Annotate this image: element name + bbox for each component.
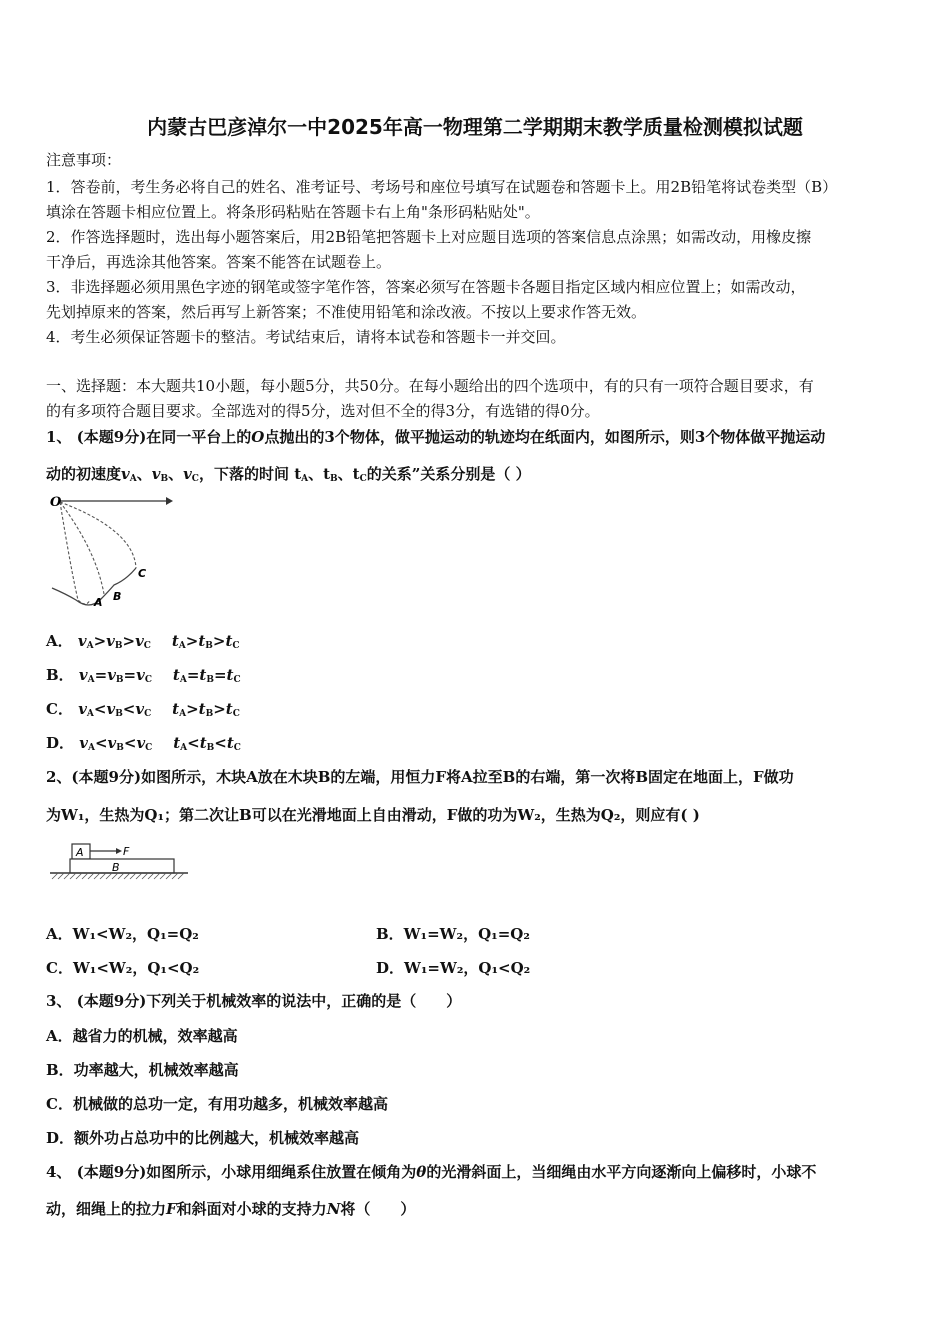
q1-option-d: D． $v_A<v_B<v_C$ $t_A<t_B<t_C$ [46, 734, 241, 753]
q3-option-b: B．功率越大，机械效率越高 [46, 1061, 239, 1079]
q2-label-f: F [123, 845, 130, 858]
q2-stem-line-1: 2、(本题9分)如图所示，木块A放在木块B的左端，用恒力F将A拉至B的右端，第一次将B固定在地面上，F做功 [46, 768, 794, 786]
q3-option-a: A．越省力的机械，效率越高 [46, 1027, 238, 1045]
q2-option-b: B．W₁=W₂，Q₁=Q₂ [376, 925, 530, 943]
q1-trajectory-figure [44, 490, 174, 615]
q1-stem-line-1: 1、 (本题9分)在同一平台上的O点抛出的3个物体，做平抛运动的轨迹均在纸面内，如图所示，则3个物体做平抛运动 [46, 428, 826, 446]
notice-line-4: 干净后，再选涂其他答案。答案不能答在试题卷上。 [46, 253, 392, 271]
notice-line-7: 4．考生必须保证答题卡的整洁。考试结束后，请将本试卷和答题卡一并交回。 [46, 328, 566, 346]
q2-option-d: D．W₁=W₂，Q₁<Q₂ [376, 959, 531, 977]
section-intro-1: 一、选择题：本大题共10小题，每小题5分，共50分。在每小题给出的四个选项中，有的只有一项符合题目要求，有 [46, 377, 814, 395]
q2-label-b: B [112, 861, 120, 874]
q1-stem-line-2: 动的初速度$v_A$、$v_B$、$v_C$，下落的时间 $t_A$、$t_B$、$t_C$的关系”关系分别是（ ） [46, 465, 531, 484]
q1-label-c: C [138, 567, 147, 580]
notice-line-6: 先划掉原来的答案，然后再写上新答案；不准使用铅笔和涂改液。不按以上要求作答无效。 [46, 303, 647, 321]
notice-line-5: 3．非选择题必须用黑色字迹的钢笔或签字笔作答，答案必须写在答题卡各题目指定区域内相应位置上；如需改动， [46, 278, 806, 296]
q1-option-c: C． $v_A<v_B<v_C$ $t_A>t_B>t_C$ [46, 700, 240, 719]
q1-label-a: A [94, 596, 103, 609]
q2-stem-line-2: 为W₁，生热为Q₁；第二次让B可以在光滑地面上自由滑动，F做的功为W₂，生热为Q₂，则应有( ) [46, 806, 700, 824]
page-title: 内蒙古巴彦淖尔一中2025年高一物理第二学期期末教学质量检测模拟试题 [147, 115, 803, 139]
q2-block-figure [48, 840, 190, 886]
q3-stem: 3、 (本题9分)下列关于机械效率的说法中，正确的是（ ） [46, 992, 462, 1010]
q1-label-o: O [50, 495, 62, 510]
q1-option-a: A． $v_A>v_B>v_C$ $t_A>t_B>t_C$ [46, 632, 240, 651]
q1-label-b: B [113, 590, 122, 603]
section-intro-2: 的有多项符合题目要求。全部选对的得5分，选对但不全的得3分，有选错的得0分。 [46, 402, 600, 420]
notice-line-3: 2．作答选择题时，选出每小题答案后，用2B铅笔把答题卡上对应题目选项的答案信息点涂黑；如需改动，用橡皮擦 [46, 228, 812, 246]
q3-option-c: C．机械做的总功一定，有用功越多，机械效率越高 [46, 1095, 388, 1113]
notice-heading: 注意事项： [46, 151, 122, 169]
q3-option-d: D．额外功占总功中的比例越大，机械效率越高 [46, 1129, 360, 1147]
notice-line-2: 填涂在答题卡相应位置上。将条形码粘贴在答题卡右上角"条形码粘贴处"。 [46, 203, 540, 221]
q1-option-b: B． $v_A=v_B=v_C$ $t_A=t_B=t_C$ [46, 666, 241, 685]
notice-line-1: 1．答卷前，考生务必将自己的姓名、准考证号、考场号和座位号填写在试题卷和答题卡上。用2B铅笔将试卷类型（B） [46, 178, 838, 196]
q4-stem-line-2: 动，细绳上的拉力F和斜面对小球的支持力N将（ ） [46, 1200, 416, 1218]
q2-label-a: A [76, 846, 84, 859]
q2-option-c: C．W₁<W₂，Q₁<Q₂ [46, 959, 200, 977]
q2-option-a: A．W₁<W₂，Q₁=Q₂ [46, 925, 199, 943]
q4-stem-line-1: 4、 (本题9分)如图所示，小球用细绳系住放置在倾角为θ的光滑斜面上，当细绳由水平方向逐渐向上偏移时，小球不 [46, 1163, 817, 1181]
